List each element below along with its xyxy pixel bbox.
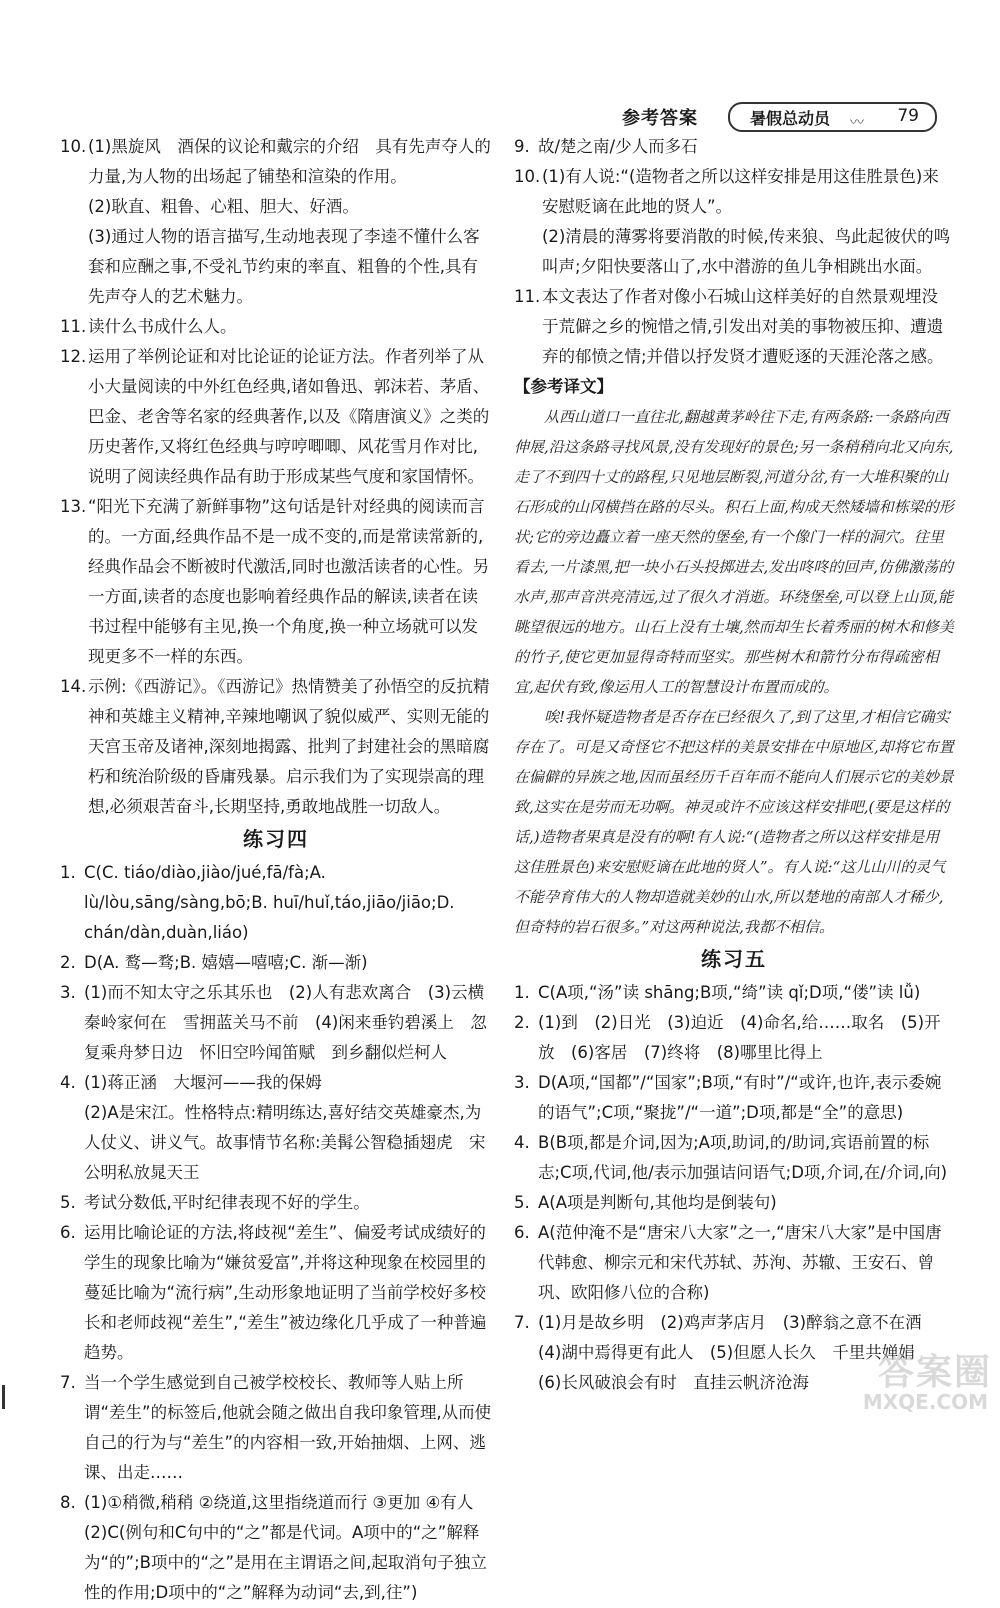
answer-text: (4)湖中焉得更有此人 (5)但愿人长久 千里共婵娟 <box>538 1343 915 1362</box>
answer-text: D(A项,“国都”/“国家”;B项,“有时”/“或许,也许,表示委婉的语气”;C项,“聚拢”/“一道”;D项,都是“全”的意思) <box>538 1073 942 1122</box>
section-title-exercise-4: 练习四 <box>243 827 309 851</box>
watermark-logo <box>852 1344 992 1414</box>
answer-item-12 <box>60 342 492 492</box>
answer-item-10 <box>60 132 492 312</box>
item-number: 11. <box>514 287 541 306</box>
answer-item-11 <box>514 282 954 372</box>
answer-item-5 <box>60 1188 492 1218</box>
answer-item-7 <box>60 1368 492 1488</box>
answer-text: (1)蒋正涵 大堰河——我的保姆 <box>84 1073 322 1092</box>
page-header <box>600 98 945 134</box>
answer-text: (2)清晨的薄雾将要消散的时候,传来狼、鸟此起彼伏的鸣叫声;夕阳快要落山了,水中潜游的鱼儿争相跳出水面。 <box>542 227 951 276</box>
item-number: 5. <box>60 1193 76 1212</box>
item-number: 8. <box>60 1493 76 1512</box>
series-title-box <box>728 102 937 132</box>
item-number: 10. <box>60 137 87 156</box>
item-number: 2. <box>60 953 76 972</box>
answer-item-1 <box>60 858 492 948</box>
answer-text: (1)黑旋风 酒保的议论和戴宗的介绍 具有先声夺人的力量,为人物的出场起了铺垫和渲染的作用。 <box>88 137 491 186</box>
answer-text: 本文表达了作者对像小石城山这样美好的自然景观埋没于荒僻之乡的惋惜之情,引发出对美的事物被压抑、遭遗弃的郁愤之情;并借以抒发贤才遭贬逐的天涯沦落之感。 <box>542 287 944 366</box>
answer-text: (1)而不知太守之乐其乐也 (2)人有悲欢离合 (3)云横秦岭家何在 雪拥蓝关马不前 (4)闲来垂钓碧溪上 忽复乘舟梦日边 怀旧空吟闻笛赋 到乡翻似烂柯人 <box>84 983 487 1062</box>
answer-text: 运用了举例论证和对比论证的论证方法。作者列举了从小大量阅读的中外红色经典,诸如鲁迅、郭沫若、茅盾、巴金、老舍等名家的经典著作,以及《隋唐演义》之类的历史著作,又将红色经典与哼哼唧唧、风花雪月作对比,说明了阅读经典作品有助于形成某些气度和家国情怀。 <box>88 347 490 486</box>
answer-item-2 <box>514 1008 954 1068</box>
answer-item-2 <box>60 948 492 978</box>
answer-text: (2)C(例句和C句中的“之”都是代词。A项中的“之”解释为“的”;B项中的“之”是用在主谓语之间,起取消句子独立性的作用;D项中的“之”解释为动词“去,到,往”) <box>84 1523 487 1602</box>
answer-item-3 <box>60 978 492 1068</box>
item-number: 14. <box>60 677 87 696</box>
left-column <box>60 132 492 1608</box>
answer-text: (1)月是故乡明 (2)鸡声茅店月 (3)醉翁之意不在酒 <box>538 1313 922 1332</box>
answer-text: (3)通过人物的语言描写,生动地表现了李逵不懂什么客套和应酬之事,不受礼节约束的率直、粗鲁的个性,具有先声夺人的艺术魅力。 <box>88 227 480 306</box>
margin-mark <box>2 1385 5 1409</box>
item-number: 13. <box>60 497 87 516</box>
answer-item-6 <box>60 1218 492 1368</box>
answer-text: (6)长风破浪会有时 直挂云帆济沧海 <box>538 1373 809 1392</box>
item-number: 5. <box>514 1193 530 1212</box>
item-number: 3. <box>60 983 76 1002</box>
item-number: 4. <box>60 1073 76 1092</box>
item-number: 2. <box>514 1013 530 1032</box>
answer-item-10 <box>514 162 954 282</box>
answer-item-3 <box>514 1068 954 1128</box>
answer-text: (2)A是宋江。性格特点:精明练达,喜好结交英雄豪杰,为人仗义、讲义气。故事情节名称:美髯公智稳插翅虎 宋公明私放晁天王 <box>84 1103 486 1182</box>
answer-text: 读什么书成什么人。 <box>88 317 237 336</box>
answer-text: 示例:《西游记》。《西游记》热情赞美了孙悟空的反抗精神和英雄主义精神,辛辣地嘲讽了貌似威严、实则无能的天宫玉帝及诸神,深刻地揭露、批判了封建社会的黑暗腐朽和统治阶级的昏庸残暴。启示我们为了实现崇高的理想,必须艰苦奋斗,长期坚持,勇敢地战胜一切敌人。 <box>88 677 490 816</box>
answer-text: 考试分数低,平时纪律表现不好的学生。 <box>84 1193 370 1212</box>
answer-text: D(A. 鹜—骛;B. 嬉嬉—嘻嘻;C. 渐—渐) <box>84 953 368 972</box>
watermark-glyphs: 答案圈 <box>877 1352 992 1393</box>
item-number: 6. <box>514 1223 530 1242</box>
item-number: 4. <box>514 1133 530 1152</box>
answer-item-14 <box>60 672 492 822</box>
answer-text: (1)有人说:“(造物者之所以这样安排是用这佳胜景色)来安慰贬谪在此地的贤人”。 <box>542 167 939 216</box>
answer-item-13 <box>60 492 492 672</box>
item-number: 6. <box>60 1223 76 1242</box>
answer-text: C(A项,“汤”读 shāng;B项,“绮”读 qǐ;D项,“偻”读 lǚ) <box>538 983 921 1002</box>
answer-item-4 <box>60 1068 492 1188</box>
answer-text: 当一个学生感觉到自己被学校校长、教师等人贴上所谓“差生”的标签后,他就会随之做出自我印象管理,从而使自己的行为与“差生”的内容相一致,开始抽烟、上网、逃课、出走…… <box>84 1373 492 1482</box>
reference-answer-label: 参考答案 <box>622 108 698 129</box>
translation-paragraph: 从西山道口一直往北,翻越黄茅岭往下走,有两条路:一条路向西伸展,沿这条路寻找风景,没有发现好的景色;另一条稍稍向北又向东,走了不到四十丈的路程,只见地层断裂,河道分岔,有一大堆积聚的山石形成的山冈横挡在路的尽头。积石上面,构成天然矮墙和栋梁的形状;它的旁边矗立着一座天然的堡垒,有一个像门一样的洞穴。往里看去,一片漆黑,把一块小石头投掷进去,发出咚咚的回声,仿佛激荡的水声,那声音洪亮清远,过了很久才消逝。环绕堡垒,可以登上山顶,能眺望很远的地方。山石上没有土壤,然而却生长着秀丽的树木和修美的竹子,使它更加显得奇特而坚实。那些树木和箭竹分布得疏密相宜,起伏有致,像运用人工的智慧设计布置而成的。 <box>514 408 954 696</box>
decorative-swirl-icon: 〰 <box>850 115 864 131</box>
answer-text: A(A项是判断句,其他均是倒装句) <box>538 1193 777 1212</box>
item-number: 9. <box>514 137 530 156</box>
page-number: 79 <box>897 106 919 126</box>
item-number: 1. <box>60 863 76 882</box>
item-number: 7. <box>514 1313 530 1332</box>
answer-text: 故/楚之南/少人而多石 <box>538 137 698 156</box>
item-number: 3. <box>514 1073 530 1092</box>
item-number: 12. <box>60 347 87 366</box>
answer-item-5 <box>514 1188 954 1218</box>
section-title-exercise-5: 练习五 <box>701 947 767 971</box>
item-number: 10. <box>514 167 541 186</box>
item-number: 1. <box>514 983 530 1002</box>
answer-text: 运用比喻论证的方法,将歧视“差生”、偏爱考试成绩好的学生的现象比喻为“嫌贫爱富”,并将这种现象在校园里的蔓延比喻为“流行病”,生动形象地证明了当前学校好多校长和老师歧视“差生”,“差生”被边缘化几乎成了一种普遍趋势。 <box>84 1223 487 1362</box>
translation-paragraph: 唉!我怀疑造物者是否存在已经很久了,到了这里,才相信它确实存在了。可是又奇怪它不把这样的美景安排在中原地区,却将它布置在偏僻的异族之地,因而虽经历千百年而不能向人们展示它的美妙景致,这实在是劳而无功啊。神灵或许不应该这样安排吧,(要是这样的话,)造物者果真是没有的啊!有人说:“(造物者之所以这样安排是用这佳胜景色)来安慰贬谪在此地的贤人”。有人说:“这儿山川的灵气不能孕育伟大的人物却造就美妙的山水,所以楚地的南部人才稀少,但奇特的岩石很多。”对这两种说法,我都不相信。 <box>514 708 954 936</box>
reference-translation-label: 【参考译文】 <box>514 377 613 396</box>
answer-item-11 <box>60 312 492 342</box>
answer-item-9 <box>514 132 954 162</box>
answer-text: (2)耿直、粗鲁、心粗、胆大、好酒。 <box>88 197 359 216</box>
item-number: 7. <box>60 1373 76 1392</box>
watermark-url: MXQE.COM <box>862 1390 988 1414</box>
item-number: 11. <box>60 317 87 336</box>
series-title: 暑假总动员 <box>750 109 831 128</box>
answer-text: “阳光下充满了新鲜事物”这句话是针对经典的阅读而言的。一方面,经典作品不是一成不变的,而是常读常新的,经典作品会不断被时代激活,同时也激活读者的心性。另一方面,读者的态度也影响着经典作品的解读,读者在读书过程中能够有主见,换一个角度,换一种立场就可以发现更多不一样的东西。 <box>88 497 490 666</box>
answer-text: C(C. tiáo/diào,jiào/jué,fā/fà;A. lù/lòu,sāng/sàng,bō;B. huī/huǐ,táo,jiāo/jiāo;D. chán/dàn,duàn,liáo) <box>84 863 455 942</box>
answer-item-6 <box>514 1218 954 1308</box>
answer-item-8 <box>60 1488 492 1608</box>
answer-item-1 <box>514 978 954 1008</box>
answer-text: B(B项,都是介词,因为;A项,助词,的/助词,宾语前置的标志;C项,代词,他/表示加强诘问语气;D项,介词,在/介词,向) <box>538 1133 948 1182</box>
right-column <box>514 132 954 1398</box>
answer-text: (1)到 (2)日光 (3)迫近 (4)命名,给……取名 (5)开放 (6)客居 (7)终将 (8)哪里比得上 <box>538 1013 941 1062</box>
answer-text: A(范仲淹不是“唐宋八大家”之一,“唐宋八大家”是中国唐代韩愈、柳宗元和宋代苏轼、苏洵、苏辙、王安石、曾巩、欧阳修八位的合称) <box>538 1223 942 1302</box>
answer-item-4 <box>514 1128 954 1188</box>
answer-text: (1)①稍微,稍稍 ②绕道,这里指绕道而行 ③更加 ④有人 <box>84 1493 474 1512</box>
